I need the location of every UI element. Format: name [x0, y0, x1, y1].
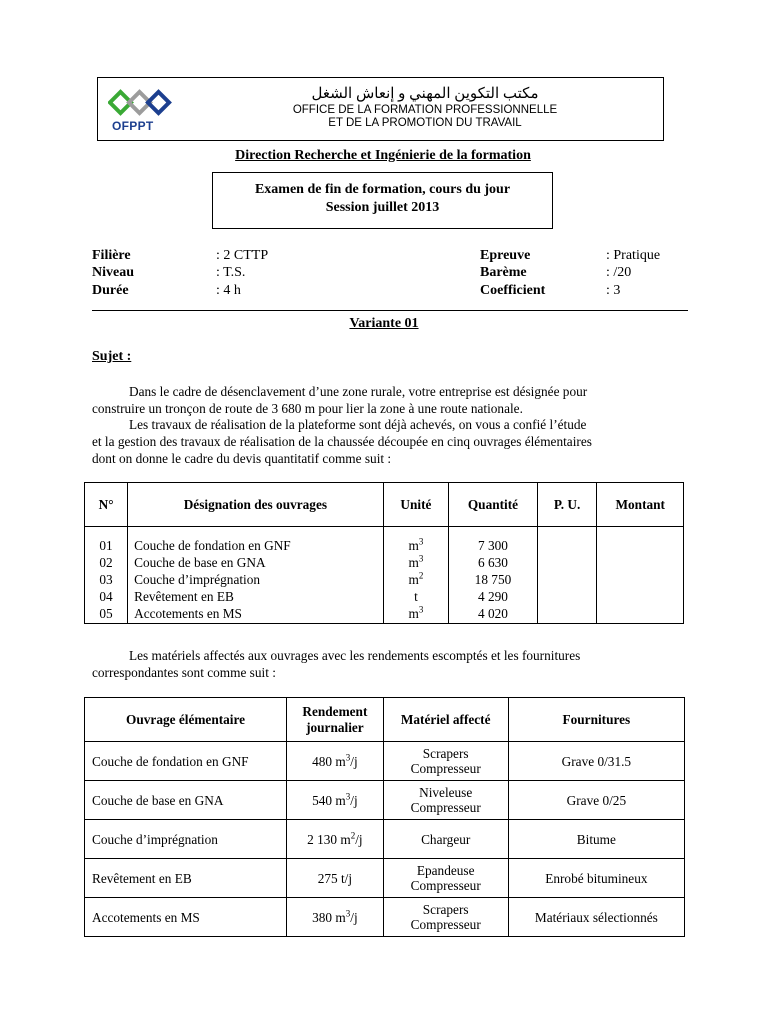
materiel-cell: Niveleuse Compresseur — [383, 781, 508, 820]
designations-cell — [128, 527, 383, 624]
unit-1: $m^3$ — [408, 536, 424, 553]
niveau-label: Niveau — [92, 265, 134, 280]
office-line2: ET DE LA PROMOTION DU TRAVAIL — [328, 117, 522, 129]
table-row — [85, 781, 685, 820]
unit-5: $m^3$ — [408, 604, 424, 621]
ouvrage-cell: Couche de base en GNA — [85, 781, 287, 820]
quantity-3: 18 750 — [474, 572, 512, 587]
th-rendement-line1: Rendement — [302, 703, 368, 719]
th-no: N° — [85, 483, 128, 527]
th-unite: Unité — [383, 483, 449, 527]
ouvrage-cell: Accotements en MS — [85, 898, 287, 937]
materiel-table — [84, 697, 685, 937]
p2-line3: dont on donne le cadre du devis quantitatif comme suit : — [92, 451, 392, 466]
units-cell — [383, 527, 449, 624]
p2-line1: Les travaux de réalisation de la plateforme sont déjà achevés, on vous a confié l’étude — [129, 417, 587, 432]
ouvrage-cell: Couche de fondation en GNF — [85, 742, 287, 781]
paragraph-1 — [92, 383, 692, 417]
devis-table — [84, 482, 684, 624]
exam-line2: Session juillet 2013 — [325, 200, 440, 215]
table-row — [85, 742, 685, 781]
rendement-cell: 380 $m^3/j$ — [287, 898, 383, 937]
fourniture-cell: Bitume — [508, 820, 684, 859]
logo-text: OFPPT — [112, 119, 154, 133]
table-row — [85, 859, 685, 898]
materiel-cell: Chargeur — [383, 820, 508, 859]
unit-4: t — [414, 589, 418, 604]
number-2: 02 — [99, 555, 113, 570]
th-quantite: Quantité — [449, 483, 537, 527]
exam-box — [212, 172, 553, 229]
p1-line1: Dans le cadre de désenclavement d’une zone rurale, votre entreprise est désignée pour — [129, 384, 588, 399]
th-materiel: Matériel affecté — [383, 698, 508, 742]
niveau-value: : T.S. — [216, 265, 246, 280]
numbers-cell — [85, 527, 128, 624]
bareme-value: : /20 — [606, 265, 632, 280]
duree-value: : 4 h — [216, 283, 241, 298]
unit-3: $m^2$ — [408, 570, 424, 587]
variante-title: Variante 01 — [349, 316, 419, 331]
number-3: 03 — [99, 572, 113, 587]
materiel-cell: Scrapers Compresseur — [383, 898, 508, 937]
table-row — [85, 527, 684, 624]
designation-3: Couche d’imprégnation — [134, 572, 261, 587]
quantity-2: 6 630 — [478, 555, 508, 570]
duree-label: Durée — [92, 283, 129, 298]
paragraph-3 — [92, 647, 692, 681]
fourniture-cell: Grave 0/25 — [508, 781, 684, 820]
number-4: 04 — [99, 589, 113, 604]
th-designation: Désignation des ouvrages — [128, 483, 383, 527]
ouvrage-cell: Revêtement en EB — [85, 859, 287, 898]
th-fournitures: Fournitures — [508, 698, 684, 742]
th-ouvrage: Ouvrage élémentaire — [85, 698, 287, 742]
designation-5: Accotements en MS — [134, 606, 242, 621]
epreuve-value: : Pratique — [606, 248, 661, 263]
exam-line1: Examen de fin de formation, cours du jour — [254, 182, 511, 197]
rendement-cell: 275 t/j — [287, 859, 383, 898]
th-rendement-line2: journalier — [306, 719, 364, 735]
coefficient-label: Coefficient — [480, 283, 546, 298]
paragraph-2 — [92, 416, 692, 467]
designation-4: Revêtement en EB — [134, 589, 234, 604]
coefficient-value: : 3 — [606, 283, 621, 298]
office-line1: OFFICE DE LA FORMATION PROFESSIONNELLE — [292, 104, 558, 116]
quantity-4: 4 290 — [478, 589, 508, 604]
quantities-cell — [449, 527, 537, 624]
rendement-cell: 2 130 $m^2/j$ — [287, 820, 383, 859]
p3-line2: correspondantes sont comme suit : — [92, 665, 276, 680]
materiel-cell: Scrapers Compresseur — [383, 742, 508, 781]
pu-cell — [537, 527, 597, 624]
designation-2: Couche de base en GNA — [134, 555, 266, 570]
fourniture-cell: Matériaux sélectionnés — [508, 898, 684, 937]
table-row — [85, 898, 685, 937]
arabic-title: مكتب التكوين المهني و إنعاش الشغل — [311, 86, 539, 102]
montant-cell — [597, 527, 684, 624]
rendement-cell: 540 $m^3/j$ — [287, 781, 383, 820]
materiel-cell: Epandeuse Compresseur — [383, 859, 508, 898]
number-1: 01 — [99, 538, 113, 553]
quantity-1: 7 300 — [478, 538, 508, 553]
th-pu: P. U. — [537, 483, 597, 527]
bareme-label: Barème — [480, 265, 527, 280]
rendement-cell: 480 $m^3/j$ — [287, 742, 383, 781]
p3-line1: Les matériels affectés aux ouvrages avec les rendements escomptés et les fournitures — [129, 648, 581, 663]
fourniture-cell: Grave 0/31.5 — [508, 742, 684, 781]
filiere-label: Filière — [92, 248, 131, 263]
th-montant: Montant — [597, 483, 684, 527]
th-rendement — [287, 698, 383, 742]
table-row — [85, 820, 685, 859]
direction-title: Direction Recherche et Ingénierie de la formation — [235, 148, 531, 163]
epreuve-label: Epreuve — [480, 248, 531, 263]
designation-1: Couche de fondation en GNF — [134, 538, 291, 553]
filiere-value: : 2 CTTP — [216, 248, 269, 263]
ouvrage-cell: Couche d’imprégnation — [85, 820, 287, 859]
unit-2: $m^3$ — [408, 553, 424, 570]
p1-line2: construire un tronçon de route de 3 680 m pour lier la zone à une route nationale. — [92, 401, 523, 416]
fourniture-cell: Enrobé bitumineux — [508, 859, 684, 898]
quantity-5: 4 020 — [478, 606, 508, 621]
number-5: 05 — [99, 606, 113, 621]
sujet-heading: Sujet : — [92, 349, 132, 364]
divider — [92, 310, 688, 311]
p2-line2: et la gestion des travaux de réalisation de la chaussée découpée en cinq ouvrages élémentaires — [92, 434, 592, 449]
